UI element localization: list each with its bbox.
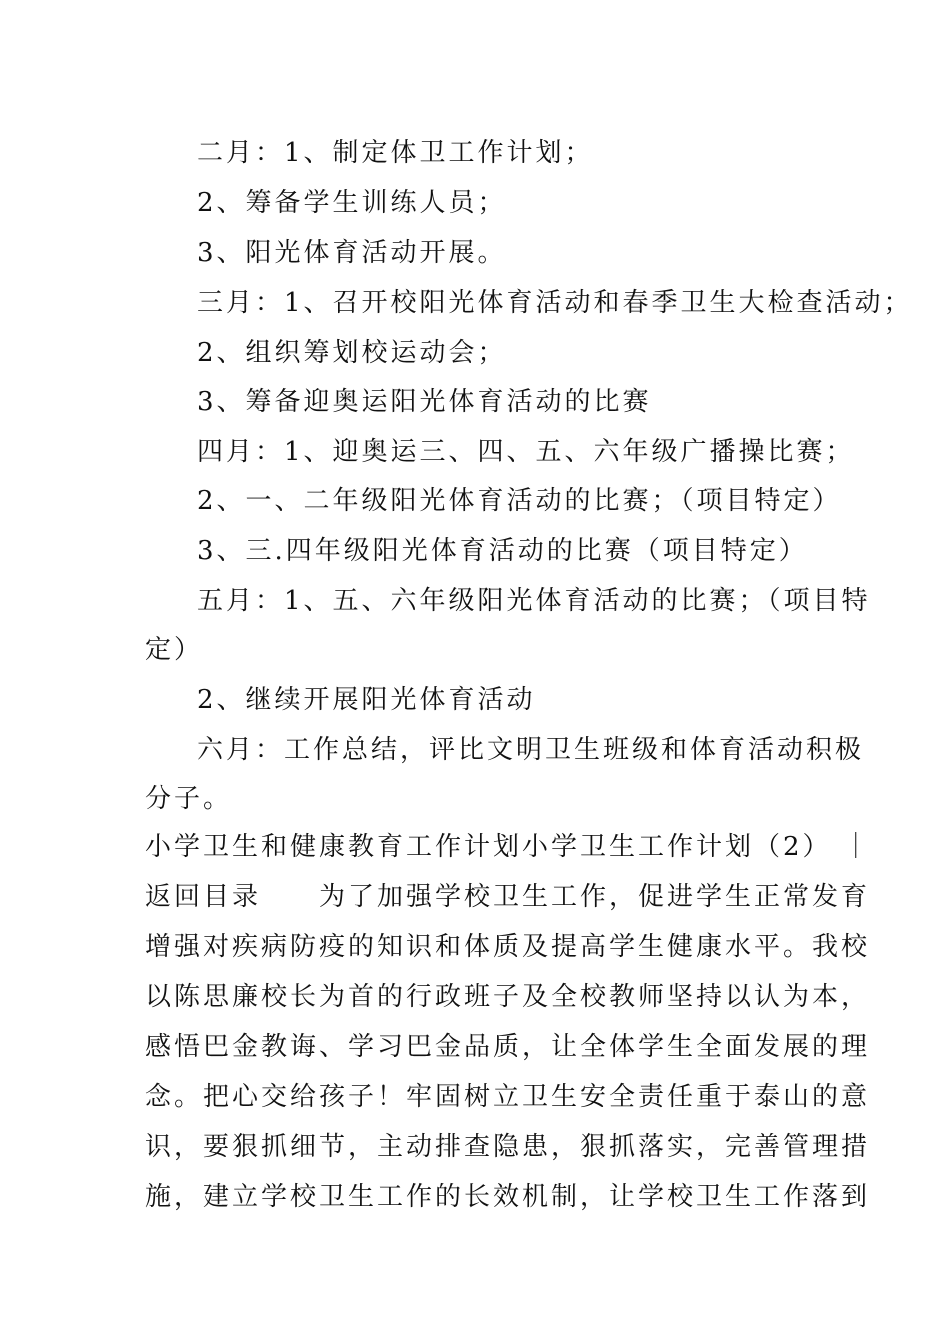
mar-item-3: 3、筹备迎奥运阳光体育活动的比赛 [197,387,652,417]
may-item-1-line-2: 定） [145,635,204,665]
mar-item-2: 2、组织筹划校运动会； [197,338,507,368]
jun-item-1-line-1: 六月：工作总结，评比文明卫生班级和体育活动积极 [197,735,865,765]
section-first-line [145,880,870,914]
paragraph-line: 增强对疾病防疫的知识和体质及提高学生健康水平。我校 [145,932,871,962]
apr-item-2: 2、一、二年级阳光体育活动的比赛；（项目特定） [197,486,842,516]
section-heading: 小学卫生和健康教育工作计划小学卫生工作计划（2） ｜ [145,832,872,862]
paragraph-line: 感悟巴金教诲、学习巴金品质，让全体学生全面发展的理 [145,1032,871,1062]
may-item-2: 2、继续开展阳光体育活动 [197,685,536,715]
paragraph-line: 以陈思廉校长为首的行政班子及全校教师坚持以认为本， [145,982,871,1012]
paragraph-line: 施，建立学校卫生工作的长效机制，让学校卫生工作落到 [145,1182,871,1212]
paragraph-line: 念。把心交给孩子！牢固树立卫生安全责任重于泰山的意 [145,1082,871,1112]
feb-item-3: 3、阳光体育活动开展。 [197,238,507,268]
return-to-toc-link[interactable]: 返回目录 [145,882,262,912]
may-item-1-line-1: 五月：1、五、六年级阳光体育活动的比赛；（项目特 [197,586,871,616]
feb-item-1: 二月：1、制定体卫工作计划； [197,138,594,168]
feb-item-2: 2、筹备学生训练人员； [197,188,507,218]
mar-item-1: 三月：1、召开校阳光体育活动和春季卫生大检查活动； [197,288,913,318]
apr-item-1: 四月：1、迎奥运三、四、五、六年级广播操比赛； [197,437,855,467]
apr-item-3: 3、三.四年级阳光体育活动的比赛（项目特定） [197,536,808,566]
jun-item-1-line-2: 分子。 [145,784,233,814]
paragraph-start: 为了加强学校卫生工作，促进学生正常发育 [319,882,871,912]
paragraph-line: 识，要狠抓细节，主动排查隐患，狠抓落实，完善管理措 [145,1132,871,1162]
